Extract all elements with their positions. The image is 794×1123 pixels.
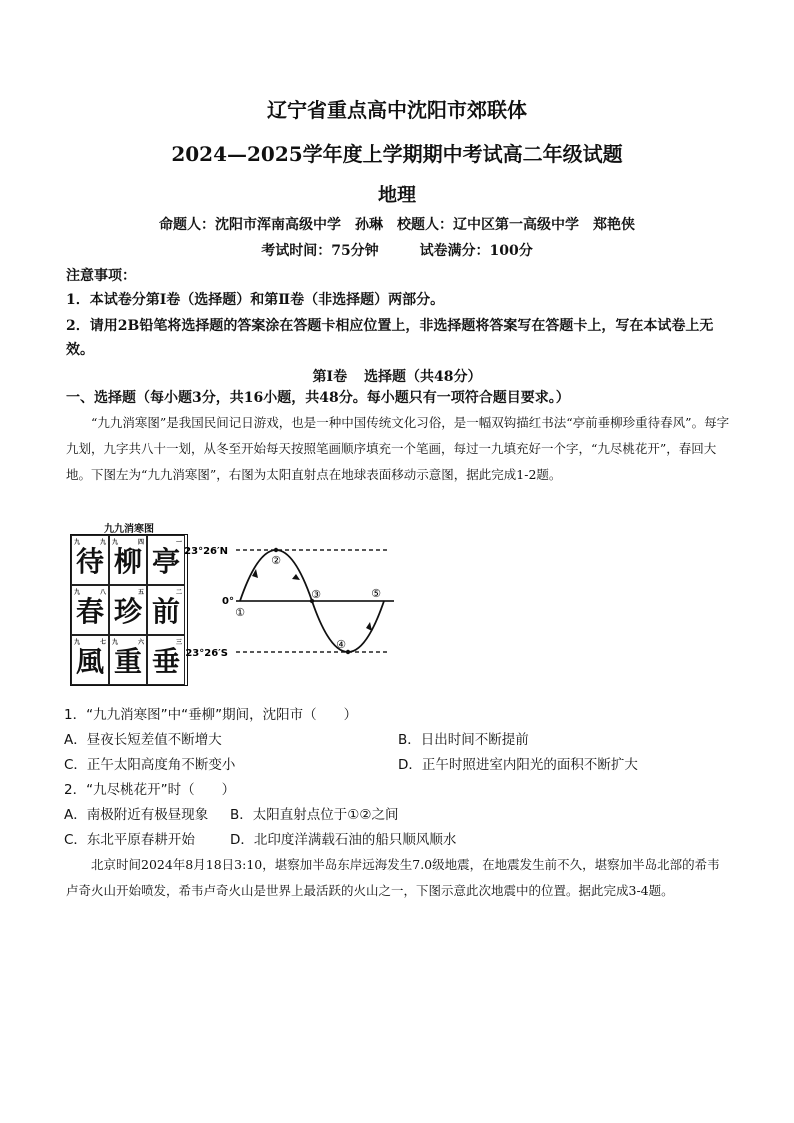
grid-cell: [71, 585, 109, 635]
grid-corner-right: 七: [99, 639, 106, 646]
subject-title: 地理: [377, 184, 416, 206]
grid-character: 亭: [151, 545, 180, 578]
grid-cell: [147, 535, 185, 585]
grid-cell: [71, 535, 109, 585]
arrow-down: [292, 574, 300, 580]
figure: [70, 520, 400, 690]
sun-path-diagram: [184, 524, 400, 686]
grid-corner-right: 五: [137, 589, 144, 596]
grid-corner-left: 九: [74, 539, 81, 546]
point-3: ③: [311, 588, 321, 601]
section-heading: 一、选择题（每小题3分，共16小题，共48分。每小题只有一项符合题目要求。）: [66, 390, 570, 406]
grid-character: 柳: [113, 545, 142, 578]
grid-character: 待: [75, 545, 104, 578]
exam-time: 考试时间：75分钟: [261, 243, 379, 259]
q1-option-c: C．正午太阳高度角不断变小: [64, 757, 236, 773]
grid-cell: [109, 585, 147, 635]
arrow-up-right: [366, 622, 372, 631]
grid-corner-right: 八: [99, 589, 106, 596]
grid-character: 前: [151, 595, 180, 628]
q2-option-d: D．北印度洋满载石油的船只顺风顺水: [230, 832, 457, 848]
exam-info: [0, 240, 794, 260]
grid-cell: [109, 635, 147, 685]
grid-character: 風: [75, 645, 104, 678]
point-1: ①: [235, 606, 245, 619]
grid-corner-left: 九: [74, 589, 81, 596]
grid-character: 春: [75, 595, 104, 628]
grid-cell: [147, 635, 185, 685]
grid-character: 珍: [113, 595, 142, 628]
lat-south-label: 23°26′S: [185, 648, 228, 659]
grid-corner-right: 一: [175, 539, 182, 546]
grid-cell: [71, 635, 109, 685]
grid-cells: [70, 534, 188, 686]
authors-line: 命题人：沈阳市浑南高级中学 孙琳 校题人：辽中区第一高级中学 郑艳侠: [159, 217, 635, 233]
nine-nine-grid: [70, 520, 188, 688]
notes-title: 注意事项：: [66, 268, 136, 284]
grid-corner-right: 六: [137, 639, 144, 646]
q2-option-b: B．太阳直射点位于①②之间: [230, 807, 399, 823]
grid-character: 垂: [151, 645, 180, 678]
section-title: 选择题（共48分）: [363, 369, 482, 385]
q1-option-b: B．日出时间不断提前: [398, 732, 529, 748]
notes-item-2: 2．请用2B铅笔将选择题的答案涂在答题卡相应位置上，非选择题将答案写在答题卡上，写在本试卷上无效。: [66, 318, 714, 358]
grid-corner-left: 九: [74, 639, 81, 646]
section-header: [0, 366, 794, 386]
notes-item-1: 1．本试卷分第Ⅰ卷（选择题）和第Ⅱ卷（非选择题）两部分。: [66, 292, 445, 308]
lat-north-label: 23°26′N: [184, 546, 228, 557]
q2-option-a: A．南极附近有极昼现象: [64, 807, 209, 823]
material-2: 北京时间2024年8月18日3:10，堪察加半岛东岸远海发生7.0级地震，在地震发生前不久，堪察加半岛北部的希韦卢奇火山开始喷发，希韦卢奇火山是世界上最活跃的火山之一，下图示意此次地震中的位置。据此完成3-4题。: [66, 857, 720, 898]
exam-subtitle: 2024—2025学年度上学期期中考试高二年级试题: [171, 142, 623, 166]
grid-corner-right: 四: [137, 539, 144, 546]
point-5: ⑤: [371, 587, 381, 600]
exam-title: 辽宁省重点高中沈阳市郊联体: [267, 98, 527, 122]
grid-character: 重: [113, 645, 142, 678]
material-1: “九九消寒图”是我国民间记日游戏，也是一种中国传统文化习俗，是一幅双钩描红书法“亭前垂柳珍重待春风”。每字九划，九字共八十一划，从冬至开始每天按照笔画顺序填充一个笔画，每过一九填充好一个字，“九尽桃花开”，春回大地。下图左为“九九消寒图”，右图为太阳直射点在地球表面移动示意图，据此完成1-2题。: [66, 415, 730, 482]
grid-corner-left: 九: [112, 639, 119, 646]
point-4: ④: [336, 638, 346, 651]
q2-stem: 2．“九尽桃花开”时（ ）: [64, 782, 236, 798]
grid-cell: [147, 585, 185, 635]
grid-corner-right: 九: [99, 539, 106, 546]
q1-option-a: A．昼夜长短差值不断增大: [64, 732, 222, 748]
grid-title: 九九消寒图: [104, 524, 154, 535]
q2-option-c: C．东北平原春耕开始: [64, 832, 195, 848]
q1-option-d: D．正午时照进室内阳光的面积不断扩大: [398, 757, 638, 773]
point-2: ②: [271, 554, 281, 567]
grid-cell: [109, 535, 147, 585]
lat-zero-label: 0°: [222, 596, 234, 607]
grid-corner-left: 九: [112, 539, 119, 546]
grid-corner-right: 三: [175, 639, 182, 646]
exam-score: 试卷满分：100分: [419, 243, 533, 259]
grid-corner-right: 二: [175, 589, 182, 596]
q1-stem: 1．“九九消寒图”中“垂柳”期间，沈阳市（ ）: [64, 707, 358, 723]
section-part: 第Ⅰ卷: [312, 369, 348, 385]
